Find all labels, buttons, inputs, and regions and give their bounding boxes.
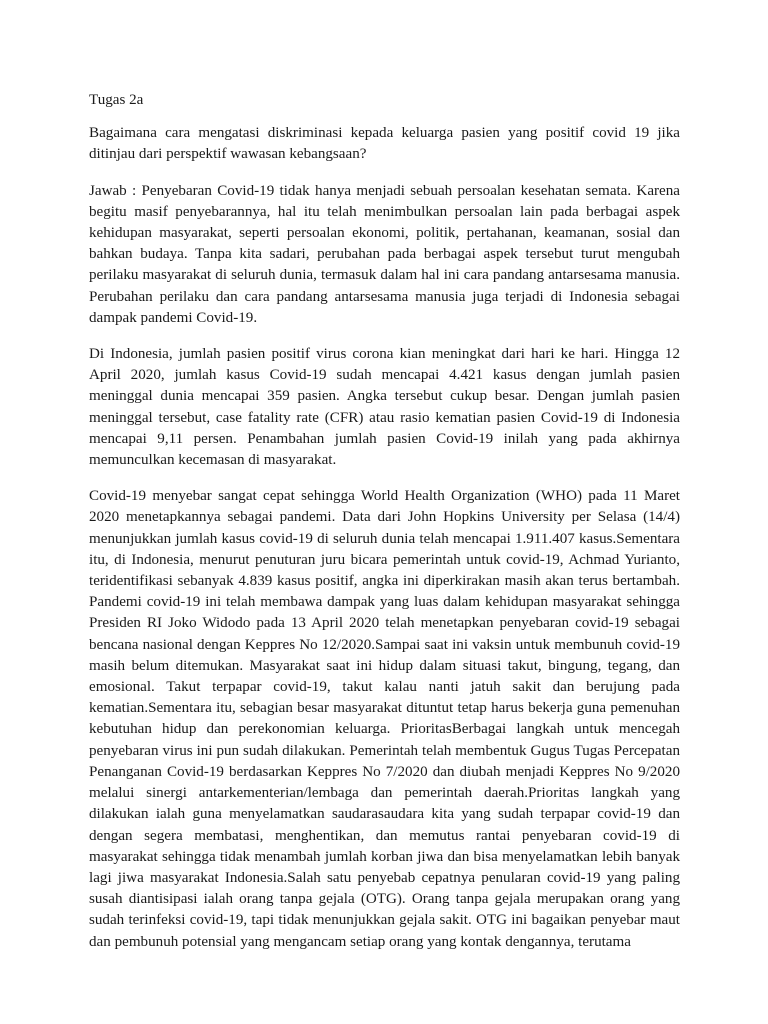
indonesia-cases-paragraph: Di Indonesia, jumlah pasien positif virus corona kian meningkat dari hari ke hari. Hingga 12 April 2020, jumlah kasus Covid-19 sudah mencapai 4.421 kasus dengan jumlah pasien meninggal dunia mencapai 359 pasien. Angka tersebut cukup besar. Dengan jumlah pasien meninggal tersebut, case fatality rate (CFR) atau rasio kematian pasien Covid-19 di Indonesia mencapai 9,11 persen. Penambahan jumlah pasien Covid-19 inilah yang pada akhirnya memunculkan kecemasan di masyarakat. xyxy=(89,346,680,469)
answer-paragraph: Jawab : Penyebaran Covid-19 tidak hanya menjadi sebuah persoalan kesehatan semata. Karena begitu masif penyebarannya, hal itu telah menimbulkan persoalan lain pada berbagai aspek kehidupan masyarakat, seperti persoalan ekonomi, politik, pertahanan, keamanan, sosial dan bahkan budaya. Tanpa kita sadari, perubahan pada berbagai aspek tersebut turut mengubah perilaku masyarakat di seluruh dunia, termasuk dalam hal ini cara pandang antarsesama manusia. Perubahan perilaku dan cara pandang antarsesama manusia juga terjadi di Indonesia sebagai dampak pandemi Covid-19. xyxy=(89,182,680,326)
question-paragraph: Bagaimana cara mengatasi diskriminasi kepada keluarga pasien yang positif covid 19 jika ditinjau dari perspektif wawasan kebangsaan? xyxy=(89,125,680,163)
pandemic-spread-paragraph: Covid-19 menyebar sangat cepat sehingga World Health Organization (WHO) pada 11 Maret 2020 menetapkannya sebagai pandemi. Data dari John Hopkins University per Selasa (14/4) menunjukkan jumlah kasus covid-19 di seluruh dunia telah mencapai 1.911.407 kasus.Sementara itu, di Indonesia, menurut penuturan juru bicara pemerintah untuk covid-19, Achmad Yurianto, teridentifikasi sebanyak 4.839 kasus positif, angka ini diperkirakan masih akan terus bertambah. Pandemi covid-19 ini telah membawa dampak yang luas dalam kehidupan masyarakat sehingga Presiden RI Joko Widodo pada 13 April 2020 telah menetapkan penyebaran covid-19 sebagai bencana nasional dengan Keppres No 12/2020.Sampai saat ini vaksin untuk membunuh covid-19 masih belum ditemukan. Masyarakat saat ini hidup dalam situasi takut, bingung, tegang, dan emosional. Takut terpapar covid-19, takut kalau nanti jatuh sakit dan berujung pada kematian.Sementara itu, sebagian besar masyarakat dituntut tetap harus bekerja guna pemenuhan kebutuhan hidup dan perekonomian keluarga. PrioritasBerbagai langkah untuk mencegah penyebaran virus ini pun sudah dilakukan. Pemerintah telah membentuk Gugus Tugas Percepatan Penanganan Covid-19 berdasarkan Keppres No 7/2020 dan diubah menjadi Keppres No 9/2020 melalui sinergi antarkementerian/lembaga dan pemerintah daerah.Prioritas langkah yang dilakukan ialah guna menyelamatkan saudarasaudara kita yang sudah terpapar covid-19 dan dengan segera membatasi, menghentikan, dan memutus rantai penyebaran covid-19 di masyarakat sehingga tidak menambah jumlah korban jiwa dan bisa menyelamatkan lebih banyak lagi jiwa masyarakat Indonesia.Salah satu penyebab cepatnya penularan covid-19 yang paling susah diantisipasi ialah orang tanpa gejala (OTG). Orang tanpa gejala merupakan orang yang sudah terinfeksi covid-19, tapi tidak menunjukkan gejala sakit. OTG ini bagaikan penyebar maut dan pembunuh potensial yang mengancam setiap orang yang kontak dengannya, terutama xyxy=(89,488,680,950)
document-title: Tugas 2a xyxy=(89,92,144,108)
